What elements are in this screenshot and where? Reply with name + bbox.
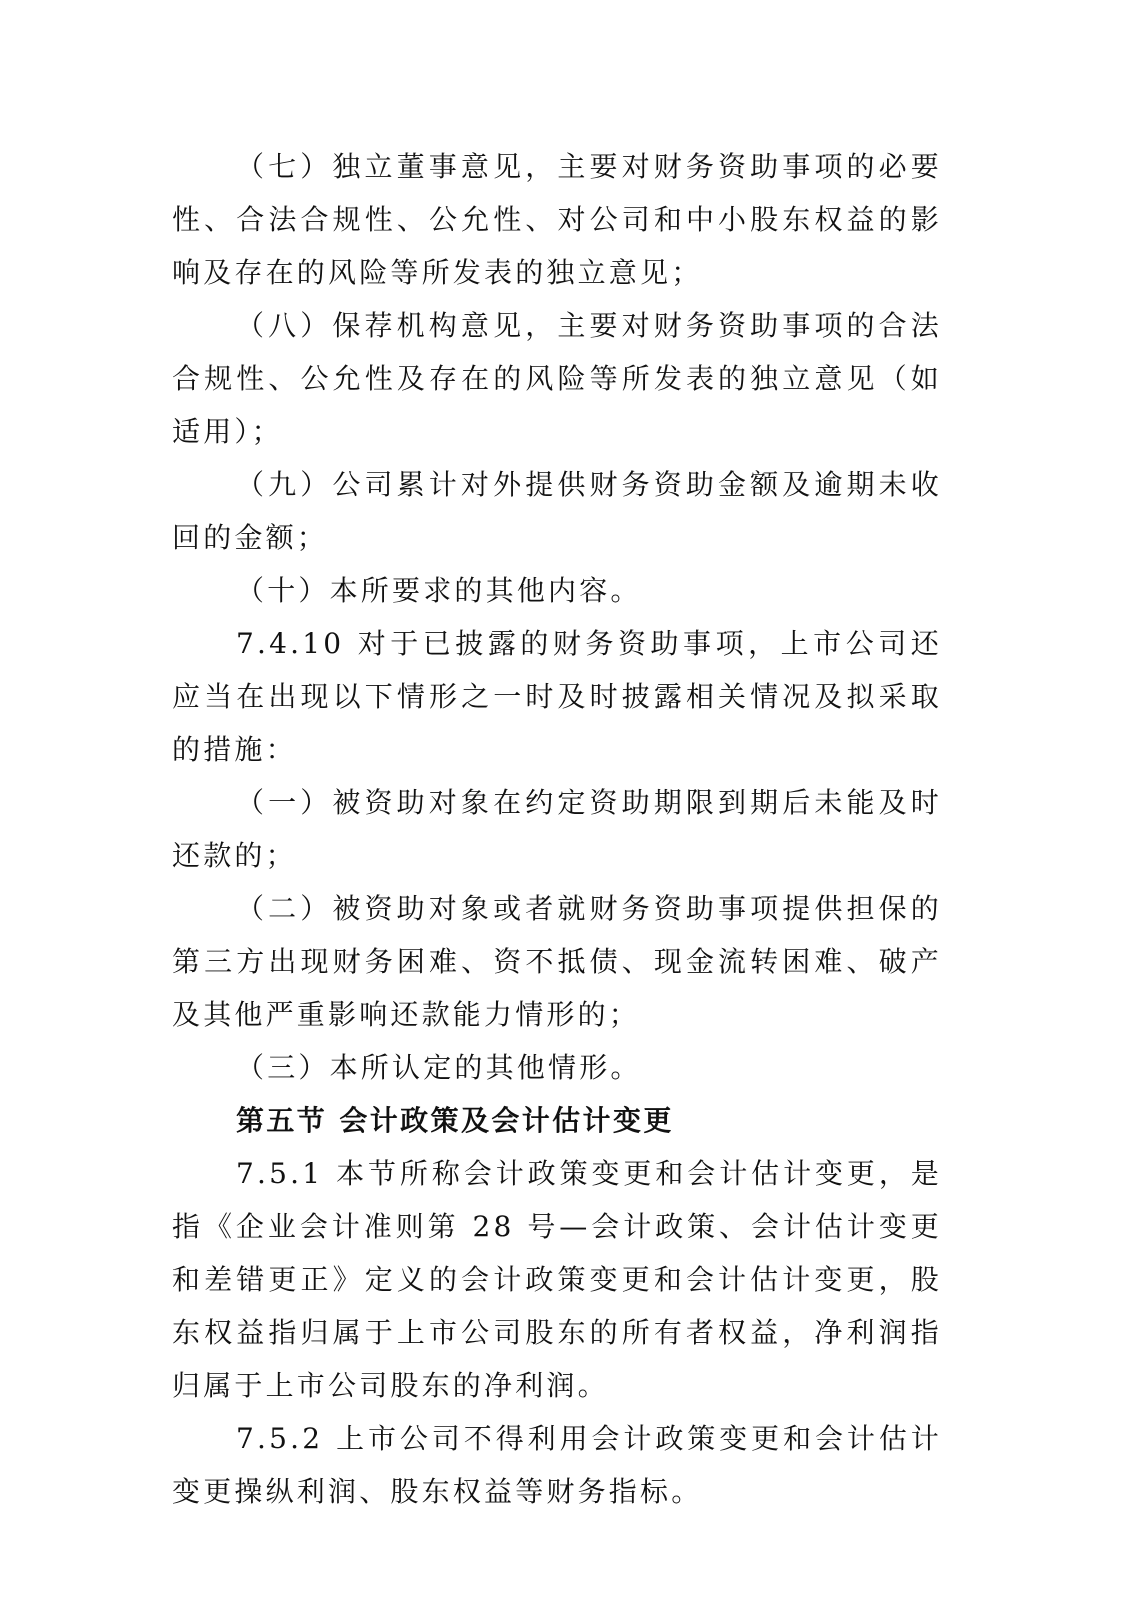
paragraph-article-7-5-2: 7.5.2 上市公司不得利用会计政策变更和会计估计变更操纵利润、股东权益等财务指标。 <box>172 1422 942 1508</box>
paragraph-case-1: （一）被资助对象在约定资助期限到期后未能及时还款的； <box>172 786 942 872</box>
section-heading: 第五节 会计政策及会计估计变更 <box>236 1104 674 1137</box>
paragraph-item-9: （九）公司累计对外提供财务资助金额及逾期未收回的金额； <box>172 468 942 554</box>
document-body <box>172 140 942 1518</box>
paragraph-article-7-5-1: 7.5.1 本节所称会计政策变更和会计估计变更，是指《企业会计准则第 28 号—会计政策、会计估计变更和差错更正》定义的会计政策变更和会计估计变更，股东权益指归属于上市公司股东的所有者权益，净利润指归属于上市公司股东的净利润。 <box>172 1157 942 1402</box>
paragraph-item-10: （十）本所要求的其他内容。 <box>236 574 642 607</box>
paragraph-item-8: （八）保荐机构意见，主要对财务资助事项的合法合规性、公允性及存在的风险等所发表的独立意见（如适用）； <box>172 309 942 448</box>
paragraph-case-3: （三）本所认定的其他情形。 <box>236 1051 642 1084</box>
paragraph-case-2: （二）被资助对象或者就财务资助事项提供担保的第三方出现财务困难、资不抵债、现金流转困难、破产及其他严重影响还款能力情形的； <box>172 892 942 1031</box>
paragraph-item-7: （七）独立董事意见，主要对财务资助事项的必要性、合法合规性、公允性、对公司和中小股东权益的影响及存在的风险等所发表的独立意见； <box>172 150 942 289</box>
paragraph-article-7-4-10: 7.4.10 对于已披露的财务资助事项，上市公司还应当在出现以下情形之一时及时披露相关情况及拟采取的措施： <box>172 627 942 766</box>
